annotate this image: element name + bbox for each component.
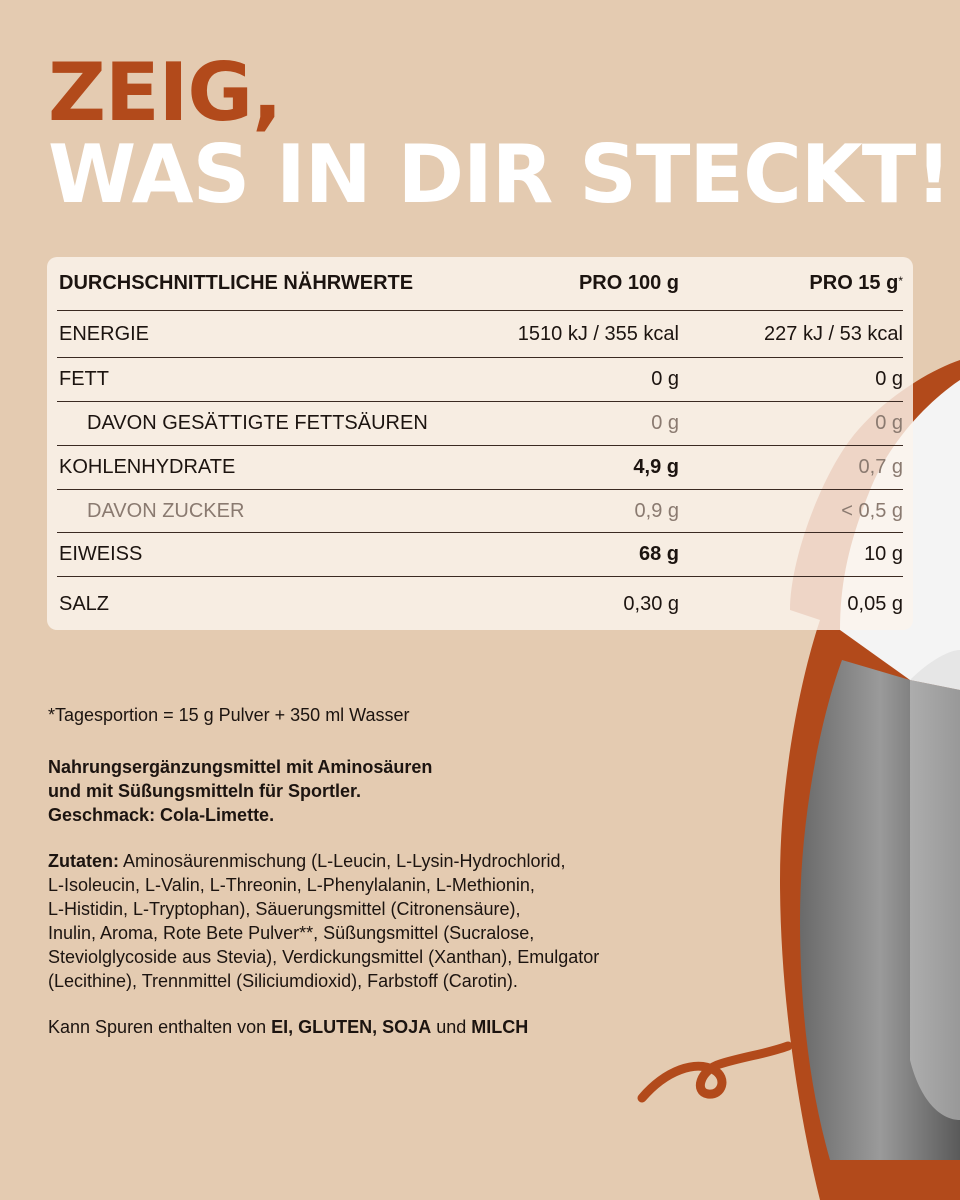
table-row — [57, 311, 903, 358]
row-name: DAVON GESÄTTIGTE FETTSÄUREN — [87, 412, 428, 434]
table-row — [57, 533, 903, 577]
row-name: EIWEISS — [59, 543, 143, 565]
header-col-per15: PRO 15 g* — [809, 272, 903, 294]
ingredients-list — [48, 849, 748, 993]
table-row — [57, 402, 903, 446]
row-value-per15: 10 g — [864, 543, 903, 565]
row-value-per15: 0,05 g — [847, 592, 903, 615]
row-value-per100: 0 g — [651, 368, 679, 390]
row-value-per15: 0,7 g — [858, 456, 903, 478]
ingredients-line: L-Isoleucin, L-Valin, L-Threonin, L-Phenylalanin, L-Methionin, — [48, 875, 535, 895]
row-value-per100: 0 g — [651, 412, 679, 434]
ingredients-line: (Lecithine), Trennmittel (Siliciumdioxid), Farbstoff (Carotin). — [48, 971, 518, 991]
table-row — [57, 577, 903, 631]
row-name: ENERGIE — [59, 322, 150, 345]
headline-line-1: ZEIG, — [48, 46, 282, 139]
row-name: SALZ — [59, 592, 110, 615]
ingredients-label: Zutaten: — [48, 851, 119, 871]
header-col-per100: PRO 100 g — [578, 272, 679, 294]
row-value-per15: 0 g — [875, 412, 903, 434]
nutrition-table — [47, 257, 913, 630]
allergen-prefix: Kann Spuren enthalten von — [48, 1017, 272, 1037]
row-value-per15: < 0,5 g — [841, 499, 903, 522]
asterisk-mark: * — [898, 274, 903, 288]
swirl-decoration — [636, 1030, 796, 1110]
product-description — [48, 755, 568, 827]
allergen-connector: und — [431, 1017, 472, 1037]
serving-footnote: *Tagesportion = 15 g Pulver + 350 ml Wasser — [48, 705, 410, 725]
row-value-per15: 0 g — [875, 368, 903, 390]
table-row — [57, 490, 903, 533]
row-name: KOHLENHYDRATE — [59, 456, 236, 478]
ingredients-line: L-Histidin, L-Tryptophan), Säuerungsmittel (Citronensäure), — [48, 899, 521, 919]
description-line: und mit Süßungsmitteln für Sportler. — [48, 781, 361, 801]
description-line: Nahrungsergänzungsmittel mit Aminosäuren — [48, 757, 433, 777]
headline-line-2: WAS IN DIR STECKT! — [48, 128, 951, 221]
row-value-per15: 227 kJ / 53 kcal — [764, 322, 903, 345]
description-line: Geschmack: Cola-Limette. — [48, 805, 275, 825]
table-row — [57, 446, 903, 490]
table-row — [57, 358, 903, 402]
row-name: DAVON ZUCKER — [87, 499, 245, 522]
allergen-list: EI, GLUTEN, SOJA — [271, 1017, 432, 1037]
ingredients-line: Steviolglycoside aus Stevia), Verdickungsmittel (Xanthan), Emulgator — [48, 947, 600, 967]
table-header-row — [57, 257, 903, 311]
row-name: FETT — [59, 368, 109, 390]
row-value-per100: 4,9 g — [633, 456, 679, 478]
header-label: DURCHSCHNITTLICHE NÄHRWERTE — [59, 272, 414, 294]
row-value-per100: 1510 kJ / 355 kcal — [517, 322, 679, 345]
row-value-per100: 68 g — [638, 543, 679, 565]
allergen-milk: MILCH — [471, 1017, 529, 1037]
allergen-notice — [48, 1017, 528, 1038]
ingredients-line: Aminosäurenmischung (L-Leucin, L-Lysin-Hydrochlorid, — [119, 851, 566, 871]
row-value-per100: 0,9 g — [634, 499, 679, 522]
row-value-per100: 0,30 g — [623, 592, 679, 615]
headline — [48, 46, 951, 221]
ingredients-line: Inulin, Aroma, Rote Bete Pulver**, Süßungsmittel (Sucralose, — [48, 923, 535, 943]
